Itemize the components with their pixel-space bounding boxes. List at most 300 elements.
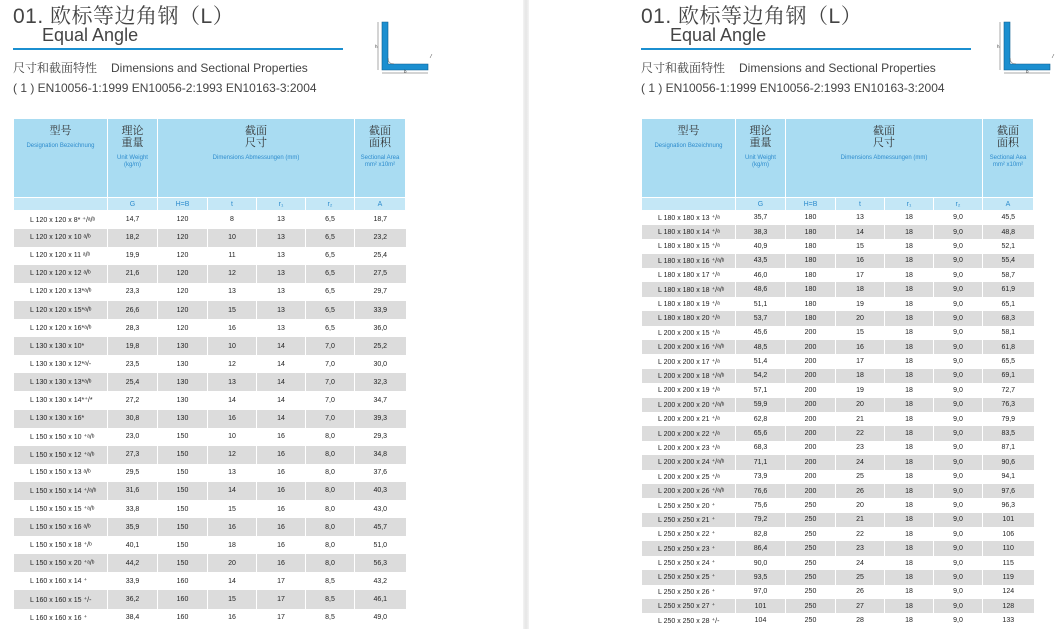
- table-row: [14, 482, 406, 500]
- area-cell: 87,1: [983, 441, 1034, 455]
- table-row: [642, 268, 1034, 282]
- radius-r1-cell: 18: [885, 441, 934, 455]
- radius-r1-cell: 13: [257, 265, 306, 283]
- designation-cell: L 130 x 130 x 16*: [14, 410, 108, 428]
- thickness-cell: 12: [208, 355, 257, 373]
- unit-weight-cell: 101: [736, 599, 786, 613]
- height-width-cell: 180: [786, 311, 836, 325]
- radius-r2-cell: 9,0: [934, 426, 983, 440]
- thickness-cell: 24: [836, 455, 885, 469]
- table-row: [642, 282, 1034, 296]
- height-width-cell: 200: [786, 412, 836, 426]
- height-width-cell: 150: [158, 536, 208, 554]
- height-width-cell: 250: [786, 599, 836, 613]
- header-dimensions: 截面 尺寸 Dimensions Abmessungen (mm): [786, 119, 983, 198]
- area-cell: 52,1: [983, 239, 1034, 253]
- unit-weight-cell: 43,5: [736, 254, 786, 268]
- table-row: [642, 254, 1034, 268]
- height-width-cell: 250: [786, 513, 836, 527]
- subtitle-en: Dimensions and Sectional Properties: [111, 61, 308, 75]
- unit-weight-cell: 51,1: [736, 297, 786, 311]
- height-width-cell: 200: [786, 340, 836, 354]
- area-cell: 83,5: [983, 426, 1034, 440]
- area-cell: 96,3: [983, 498, 1034, 512]
- radius-r1-cell: 16: [257, 518, 306, 536]
- unit-weight-cell: 28,3: [108, 319, 158, 337]
- table-row: [14, 373, 406, 391]
- designation-cell: L 180 x 180 x 18 ⁺/ᵃ/ᵇ: [642, 282, 736, 296]
- radius-r1-cell: 18: [885, 513, 934, 527]
- height-width-cell: 200: [786, 326, 836, 340]
- thickness-cell: 13: [208, 464, 257, 482]
- table-row: [14, 590, 406, 608]
- radius-r2-cell: 9,0: [934, 225, 983, 239]
- thickness-cell: 20: [836, 398, 885, 412]
- area-cell: 56,3: [355, 554, 406, 572]
- radius-r2-cell: 8,5: [306, 572, 355, 590]
- radius-r2-cell: 8,5: [306, 590, 355, 608]
- radius-r1-cell: 14: [257, 337, 306, 355]
- table-row: [14, 283, 406, 301]
- height-width-cell: 120: [158, 283, 208, 301]
- unit-weight-cell: 18,2: [108, 229, 158, 247]
- radius-r2-cell: 6,5: [306, 229, 355, 247]
- designation-cell: L 180 x 180 x 19 ⁺/ᵃ: [642, 297, 736, 311]
- designation-cell: L 200 x 200 x 17 ⁺/ᵃ: [642, 354, 736, 368]
- height-width-cell: 130: [158, 337, 208, 355]
- designation-cell: L 200 x 200 x 15 ⁺/ᵃ: [642, 326, 736, 340]
- thickness-cell: 16: [208, 518, 257, 536]
- area-cell: 110: [983, 541, 1034, 555]
- table-row: [642, 398, 1034, 412]
- area-cell: 29,3: [355, 428, 406, 446]
- radius-r1-cell: 13: [257, 301, 306, 319]
- radius-r1-cell: 18: [885, 225, 934, 239]
- thickness-cell: 17: [836, 268, 885, 282]
- thickness-cell: 15: [208, 500, 257, 518]
- standards-line: ( 1 ) EN10056-1:1999 EN10056-2:1993 EN10163-3:2004: [13, 81, 317, 95]
- unit-weight-cell: 57,1: [736, 383, 786, 397]
- radius-r2-cell: 9,0: [934, 527, 983, 541]
- area-cell: 79,9: [983, 412, 1034, 426]
- radius-r2-cell: 8,0: [306, 500, 355, 518]
- radius-r2-cell: 9,0: [934, 455, 983, 469]
- page-title-en: Equal Angle: [42, 25, 139, 45]
- thickness-cell: 11: [208, 247, 257, 265]
- height-width-cell: 130: [158, 355, 208, 373]
- radius-r1-cell: 13: [257, 229, 306, 247]
- designation-cell: L 130 x 130 x 10*: [14, 337, 108, 355]
- header-weight: 理论 重量 Unit Weight (kg/m): [736, 119, 786, 198]
- thickness-cell: 15: [836, 239, 885, 253]
- area-cell: 101: [983, 513, 1034, 527]
- unit-weight-cell: 59,9: [736, 398, 786, 412]
- thickness-cell: 13: [208, 373, 257, 391]
- area-cell: 27,5: [355, 265, 406, 283]
- radius-r1-cell: 18: [885, 311, 934, 325]
- designation-cell: L 250 x 250 x 25 ⁺: [642, 570, 736, 584]
- unit-weight-cell: 14,7: [108, 211, 158, 229]
- table-row: [642, 541, 1034, 555]
- height-width-cell: 150: [158, 500, 208, 518]
- table-row: [642, 383, 1034, 397]
- height-width-cell: 180: [786, 225, 836, 239]
- table-row: [14, 355, 406, 373]
- unit-weight-cell: 97,0: [736, 585, 786, 599]
- page-title-cn: 01. 欧标等边角钢（L）: [641, 5, 863, 28]
- radius-r1-cell: 18: [885, 556, 934, 570]
- thickness-cell: 8: [208, 211, 257, 229]
- unit-weight-cell: 19,9: [108, 247, 158, 265]
- radius-r1-cell: 13: [257, 283, 306, 301]
- radius-r1-cell: 17: [257, 609, 306, 627]
- thickness-cell: 27: [836, 599, 885, 613]
- unit-weight-cell: 68,3: [736, 441, 786, 455]
- thickness-cell: 14: [208, 572, 257, 590]
- header-designation: 型号 Designation Bezeichnung: [14, 119, 108, 198]
- table-row: [642, 484, 1034, 498]
- unit-weight-cell: 90,0: [736, 556, 786, 570]
- unit-weight-cell: 79,2: [736, 513, 786, 527]
- height-width-cell: 180: [786, 282, 836, 296]
- area-cell: 61,9: [983, 282, 1034, 296]
- height-width-cell: 250: [786, 541, 836, 555]
- designation-cell: L 120 x 120 x 12 ᵃ/ᵇ: [14, 265, 108, 283]
- area-cell: 58,1: [983, 326, 1034, 340]
- svg-text:b: b: [404, 69, 407, 74]
- radius-r1-cell: 18: [885, 268, 934, 282]
- unit-weight-cell: 54,2: [736, 369, 786, 383]
- radius-r1-cell: 16: [257, 464, 306, 482]
- radius-r2-cell: 7,0: [306, 337, 355, 355]
- radius-r1-cell: 18: [885, 527, 934, 541]
- radius-r2-cell: 8,0: [306, 446, 355, 464]
- table-row: [642, 513, 1034, 527]
- thickness-cell: 18: [208, 536, 257, 554]
- unit-weight-cell: 62,8: [736, 412, 786, 426]
- radius-r1-cell: 18: [885, 599, 934, 613]
- area-cell: 18,7: [355, 211, 406, 229]
- designation-cell: L 120 x 120 x 8* ⁺/ᵃ/ᵇ: [14, 211, 108, 229]
- radius-r1-cell: 16: [257, 446, 306, 464]
- area-cell: 51,0: [355, 536, 406, 554]
- thickness-cell: 14: [208, 391, 257, 409]
- designation-cell: L 150 x 150 x 20 ⁺ᵃ/ᵇ: [14, 554, 108, 572]
- unit-weight-cell: 53,7: [736, 311, 786, 325]
- thickness-cell: 20: [836, 498, 885, 512]
- radius-r2-cell: 9,0: [934, 326, 983, 340]
- radius-r2-cell: 9,0: [934, 340, 983, 354]
- radius-r2-cell: 9,0: [934, 470, 983, 484]
- designation-cell: L 200 x 200 x 18 ⁺/ᵃ/ᵇ: [642, 369, 736, 383]
- designation-cell: L 130 x 130 x 14*⁺/*: [14, 391, 108, 409]
- area-cell: 30,0: [355, 355, 406, 373]
- unit-weight-cell: 38,3: [736, 225, 786, 239]
- thickness-cell: 26: [836, 484, 885, 498]
- radius-r1-cell: 18: [885, 369, 934, 383]
- designation-cell: L 130 x 130 x 13*ᵃ/ᵇ: [14, 373, 108, 391]
- area-cell: 36,0: [355, 319, 406, 337]
- designation-cell: L 160 x 160 x 14 ⁺: [14, 572, 108, 590]
- area-cell: 119: [983, 570, 1034, 584]
- table-row: [14, 247, 406, 265]
- radius-r2-cell: 9,0: [934, 570, 983, 584]
- table-row: [642, 527, 1034, 541]
- thickness-cell: 21: [836, 513, 885, 527]
- radius-r1-cell: 18: [885, 613, 934, 627]
- radius-r1-cell: 16: [257, 500, 306, 518]
- table-body: [642, 211, 1034, 628]
- thickness-cell: 26: [836, 585, 885, 599]
- radius-r1-cell: 18: [885, 426, 934, 440]
- radius-r2-cell: 9,0: [934, 613, 983, 627]
- table-row: [642, 599, 1034, 613]
- area-cell: 72,7: [983, 383, 1034, 397]
- table-row: [642, 470, 1034, 484]
- thickness-cell: 10: [208, 428, 257, 446]
- unit-weight-cell: 71,1: [736, 455, 786, 469]
- table-row: [642, 556, 1034, 570]
- radius-r1-cell: 18: [885, 498, 934, 512]
- page-gutter: [523, 0, 529, 629]
- radius-r2-cell: 6,5: [306, 283, 355, 301]
- area-cell: 68,3: [983, 311, 1034, 325]
- radius-r1-cell: 14: [257, 410, 306, 428]
- table-row: [14, 428, 406, 446]
- table-row: [14, 609, 406, 627]
- area-cell: 40,3: [355, 482, 406, 500]
- symbol-row: [642, 198, 1034, 211]
- radius-r2-cell: 6,5: [306, 211, 355, 229]
- radius-r1-cell: 18: [885, 254, 934, 268]
- area-cell: 133: [983, 613, 1034, 627]
- thickness-cell: 14: [208, 482, 257, 500]
- height-width-cell: 250: [786, 613, 836, 627]
- designation-cell: L 120 x 120 x 16*ᵃ/ᵇ: [14, 319, 108, 337]
- radius-r1-cell: 18: [885, 541, 934, 555]
- right-page: [641, 0, 1060, 629]
- radius-r1-cell: 16: [257, 536, 306, 554]
- unit-weight-cell: 76,6: [736, 484, 786, 498]
- symbol-cell: [14, 198, 108, 211]
- thickness-cell: 12: [208, 265, 257, 283]
- radius-r1-cell: 18: [885, 211, 934, 225]
- height-width-cell: 200: [786, 426, 836, 440]
- thickness-cell: 14: [836, 225, 885, 239]
- thickness-cell: 21: [836, 412, 885, 426]
- area-cell: 94,1: [983, 470, 1034, 484]
- area-cell: 43,0: [355, 500, 406, 518]
- table-row: [14, 301, 406, 319]
- height-width-cell: 160: [158, 572, 208, 590]
- symbol-cell: G: [736, 198, 786, 211]
- height-width-cell: 250: [786, 527, 836, 541]
- thickness-cell: 25: [836, 570, 885, 584]
- radius-r1-cell: 16: [257, 482, 306, 500]
- designation-cell: L 200 x 200 x 20 ⁺/ᵃ/ᵇ: [642, 398, 736, 412]
- radius-r2-cell: 7,0: [306, 391, 355, 409]
- unit-weight-cell: 23,3: [108, 283, 158, 301]
- designation-cell: L 200 x 200 x 23 ⁺/ᵃ: [642, 441, 736, 455]
- symbol-cell: G: [108, 198, 158, 211]
- unit-weight-cell: 40,1: [108, 536, 158, 554]
- radius-r2-cell: 9,0: [934, 398, 983, 412]
- header-area: 截面 面积 Sectional Area mm² x10m²: [355, 119, 406, 198]
- height-width-cell: 200: [786, 369, 836, 383]
- designation-cell: L 180 x 180 x 15 ⁺/ᵃ: [642, 239, 736, 253]
- height-width-cell: 180: [786, 297, 836, 311]
- height-width-cell: 180: [786, 211, 836, 225]
- unit-weight-cell: 36,2: [108, 590, 158, 608]
- area-cell: 55,4: [983, 254, 1034, 268]
- thickness-cell: 15: [208, 301, 257, 319]
- table-row: [14, 518, 406, 536]
- unit-weight-cell: 21,6: [108, 265, 158, 283]
- designation-cell: L 200 x 200 x 25 ⁺/ᵃ: [642, 470, 736, 484]
- thickness-cell: 18: [836, 282, 885, 296]
- thickness-cell: 23: [836, 441, 885, 455]
- designation-cell: L 150 x 150 x 13 ᵃ/ᵇ: [14, 464, 108, 482]
- area-cell: 124: [983, 585, 1034, 599]
- thickness-cell: 13: [208, 283, 257, 301]
- height-width-cell: 130: [158, 373, 208, 391]
- thickness-cell: 18: [836, 369, 885, 383]
- designation-cell: L 200 x 200 x 16 ⁺/ᵃ/ᵇ: [642, 340, 736, 354]
- radius-r2-cell: 9,0: [934, 268, 983, 282]
- header-area: 截面 面积 Sectional Aea mm² x10m²: [983, 119, 1034, 198]
- table-row: [14, 229, 406, 247]
- symbol-cell: r₂: [306, 198, 355, 211]
- unit-weight-cell: 23,0: [108, 428, 158, 446]
- thickness-cell: 23: [836, 541, 885, 555]
- radius-r2-cell: 9,0: [934, 211, 983, 225]
- table-row: [14, 446, 406, 464]
- designation-cell: L 120 x 120 x 15*ᵃ/ᵇ: [14, 301, 108, 319]
- height-width-cell: 120: [158, 211, 208, 229]
- radius-r2-cell: 6,5: [306, 265, 355, 283]
- radius-r1-cell: 13: [257, 319, 306, 337]
- thickness-cell: 16: [208, 319, 257, 337]
- height-width-cell: 120: [158, 301, 208, 319]
- symbol-cell: A: [355, 198, 406, 211]
- radius-r1-cell: 14: [257, 373, 306, 391]
- radius-r1-cell: 18: [885, 455, 934, 469]
- table-row: [14, 554, 406, 572]
- area-cell: 43,2: [355, 572, 406, 590]
- area-cell: 90,6: [983, 455, 1034, 469]
- radius-r2-cell: 8,5: [306, 609, 355, 627]
- height-width-cell: 150: [158, 518, 208, 536]
- radius-r1-cell: 13: [257, 211, 306, 229]
- symbol-cell: t: [208, 198, 257, 211]
- designation-cell: L 150 x 150 x 15 ⁺ᵃ/ᵇ: [14, 500, 108, 518]
- table-row: [642, 340, 1034, 354]
- radius-r1-cell: 18: [885, 383, 934, 397]
- height-width-cell: 200: [786, 441, 836, 455]
- area-cell: 65,5: [983, 354, 1034, 368]
- radius-r1-cell: 16: [257, 428, 306, 446]
- equal-angle-table: [641, 118, 1034, 628]
- height-width-cell: 200: [786, 484, 836, 498]
- unit-weight-cell: 48,6: [736, 282, 786, 296]
- area-cell: 49,0: [355, 609, 406, 627]
- area-cell: 61,8: [983, 340, 1034, 354]
- unit-weight-cell: 25,4: [108, 373, 158, 391]
- designation-cell: L 250 x 250 x 23 ⁺: [642, 541, 736, 555]
- area-cell: 106: [983, 527, 1034, 541]
- area-cell: 45,5: [983, 211, 1034, 225]
- table-row: [642, 369, 1034, 383]
- area-cell: 115: [983, 556, 1034, 570]
- radius-r1-cell: 18: [885, 470, 934, 484]
- radius-r2-cell: 7,0: [306, 410, 355, 428]
- table-row: [642, 613, 1034, 627]
- table-row: [14, 319, 406, 337]
- radius-r2-cell: 9,0: [934, 441, 983, 455]
- unit-weight-cell: 23,5: [108, 355, 158, 373]
- unit-weight-cell: 33,8: [108, 500, 158, 518]
- radius-r2-cell: 9,0: [934, 354, 983, 368]
- designation-cell: L 150 x 150 x 10 ⁺ᵃ/ᵇ: [14, 428, 108, 446]
- radius-r2-cell: 9,0: [934, 599, 983, 613]
- radius-r2-cell: 8,0: [306, 536, 355, 554]
- symbol-cell: [642, 198, 736, 211]
- radius-r1-cell: 17: [257, 572, 306, 590]
- table-body: [14, 211, 406, 627]
- height-width-cell: 160: [158, 609, 208, 627]
- height-width-cell: 200: [786, 470, 836, 484]
- designation-cell: L 150 x 150 x 18 ⁺/ᵇ: [14, 536, 108, 554]
- symbol-cell: r₁: [885, 198, 934, 211]
- designation-cell: L 120 x 120 x 13*ᵃ/ᵇ: [14, 283, 108, 301]
- subtitle-en: Dimensions and Sectional Properties: [739, 61, 936, 75]
- area-cell: 45,7: [355, 518, 406, 536]
- radius-r2-cell: 9,0: [934, 585, 983, 599]
- radius-r2-cell: 9,0: [934, 498, 983, 512]
- area-cell: 65,1: [983, 297, 1034, 311]
- radius-r1-cell: 13: [257, 247, 306, 265]
- unit-weight-cell: 44,2: [108, 554, 158, 572]
- height-width-cell: 250: [786, 570, 836, 584]
- unit-weight-cell: 46,0: [736, 268, 786, 282]
- thickness-cell: 28: [836, 613, 885, 627]
- designation-cell: L 200 x 200 x 26 ⁺/ᵃ/ᵇ: [642, 484, 736, 498]
- symbol-cell: t: [836, 198, 885, 211]
- height-width-cell: 250: [786, 498, 836, 512]
- thickness-cell: 13: [836, 211, 885, 225]
- height-width-cell: 150: [158, 428, 208, 446]
- radius-r2-cell: 9,0: [934, 369, 983, 383]
- thickness-cell: 15: [208, 590, 257, 608]
- page-title-cn: 01. 欧标等边角钢（L）: [13, 5, 235, 28]
- radius-r1-cell: 17: [257, 590, 306, 608]
- subtitle-cn: 尺寸和截面特性: [13, 61, 98, 75]
- thickness-cell: 19: [836, 383, 885, 397]
- table-row: [14, 572, 406, 590]
- radius-r2-cell: 6,5: [306, 301, 355, 319]
- unit-weight-cell: 93,5: [736, 570, 786, 584]
- unit-weight-cell: 26,6: [108, 301, 158, 319]
- radius-r2-cell: 9,0: [934, 383, 983, 397]
- angle-section-diagram-icon: [996, 18, 1056, 74]
- area-cell: 29,7: [355, 283, 406, 301]
- unit-weight-cell: 40,9: [736, 239, 786, 253]
- designation-cell: L 160 x 160 x 15 ⁺/-: [14, 590, 108, 608]
- thickness-cell: 20: [208, 554, 257, 572]
- unit-weight-cell: 104: [736, 613, 786, 627]
- designation-cell: L 150 x 150 x 14 ⁺/ᵃ/ᵇ: [14, 482, 108, 500]
- height-width-cell: 250: [786, 556, 836, 570]
